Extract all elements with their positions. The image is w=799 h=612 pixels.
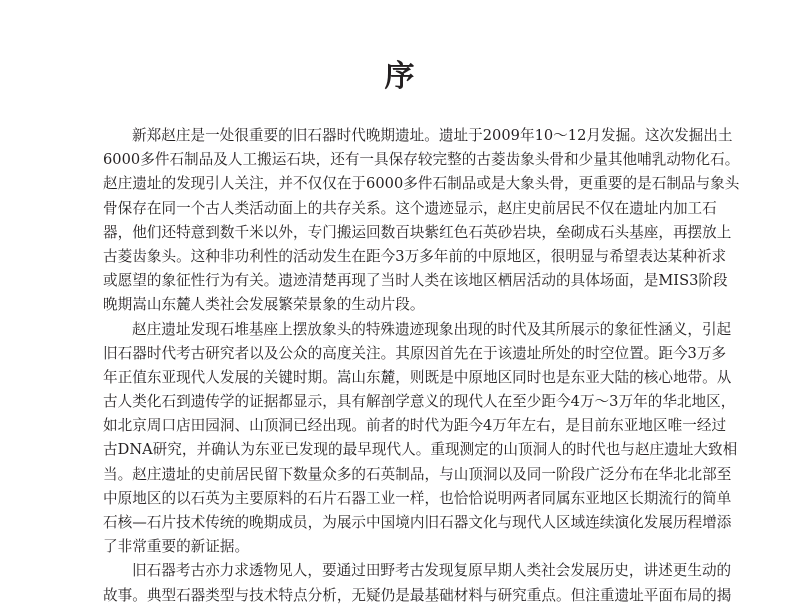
paragraph-2-line-9: 石核—石片技术传统的晚期成员，为展示中国境内旧石器文化与现代人区域连续演化发展历程增添 xyxy=(103,514,732,531)
page-title: 序 xyxy=(384,59,415,94)
paragraph-1-line-5: 器，他们还特意到数千米以外，专门搬运回数百块紫红色石英砂岩块，垒砌成石头基座，再摆放上 xyxy=(103,223,732,241)
paragraph-1-line-2: 6000多件石制品及人工搬运石块，还有一具保存较完整的古菱齿象头骨和少量其他哺乳动物化石。 xyxy=(103,151,740,169)
paragraph-2-line-6: 古DNA研究，并确认为东亚已发现的最早现代人。重现测定的山顶洞人的时代也与赵庄遗址大致相 xyxy=(103,441,738,459)
paragraph-1-line-6: 古菱齿象头。这种非功利性的活动发生在距今3万多年前的中原地区，很明显与希望表达某种祈求 xyxy=(103,247,727,265)
paragraph-2-line-2: 旧石器时代考古研究者以及公众的高度关注。其原因首先在于该遗址所处的时空位置。距今3万多 xyxy=(103,344,727,362)
paragraph-2-line-10: 了非常重要的新证据。 xyxy=(103,538,250,556)
paragraph-3-line-1: 旧石器考古亦力求透物见人，要通过田野考古发现复原早期人类社会发展历史，讲述更生动的 xyxy=(132,562,732,580)
paragraph-1-line-3: 赵庄遗址的发现引人关注，并不仅仅在于6000多件石制品或是大象头骨，更重要的是石制品与象头 xyxy=(103,175,740,193)
paragraph-2-line-4: 古人类化石到遗传学的证据都显示，具有解剖学意义的现代人在至少距今4万～3万年的华北地区， xyxy=(103,393,736,411)
paragraph-2-line-7: 当。赵庄遗址的史前居民留下数量众多的石英制品，与山顶洞以及同一阶段广泛分布在华北北部至 xyxy=(103,465,732,483)
paragraph-2-line-8: 中原地区的以石英为主要原料的石片石器工业一样，也恰恰说明两者同属东亚地区长期流行的简单 xyxy=(103,489,732,507)
paragraph-1-line-8: 晚期嵩山东麓人类社会发展繁荣景象的生动片段。 xyxy=(103,296,425,314)
paragraph-2-line-5: 如北京周口店田园洞、山顶洞已经出现。前者的时代为距今4万年左右，是目前东亚地区唯一经过 xyxy=(103,417,727,435)
paragraph-3-line-2: 故事。典型石器类型与技术特点分析，无疑仍是最基础材料与研究重点。但注重遗址平面布局的揭 xyxy=(103,586,732,604)
paragraph-2-line-1: 赵庄遗址发现石堆基座上摆放象头的特殊遗迹现象出现的时代及其所展示的象征性涵义，引起 xyxy=(132,320,732,338)
paragraph-1-line-4: 骨保存在同一个古人类活动面上的共存关系。这个遗迹显示，赵庄史前居民不仅在遗址内加工石 xyxy=(103,199,717,217)
body-text xyxy=(103,124,740,608)
paragraph-1-line-1: 新郑赵庄是一处很重要的旧石器时代晚期遗址。遗址于2009年10～12月发掘。这次发掘出土 xyxy=(132,127,733,144)
paragraph-2-line-3: 年正值东亚现代人发展的关键时期。嵩山东麓，则既是中原地区同时也是东亚大陆的核心地带。从 xyxy=(103,368,732,386)
paragraph-1-line-7: 或愿望的象征性行为有关。遗迹清楚再现了当时人类在该地区栖居活动的具体场面，是MIS3阶段 xyxy=(103,272,728,290)
